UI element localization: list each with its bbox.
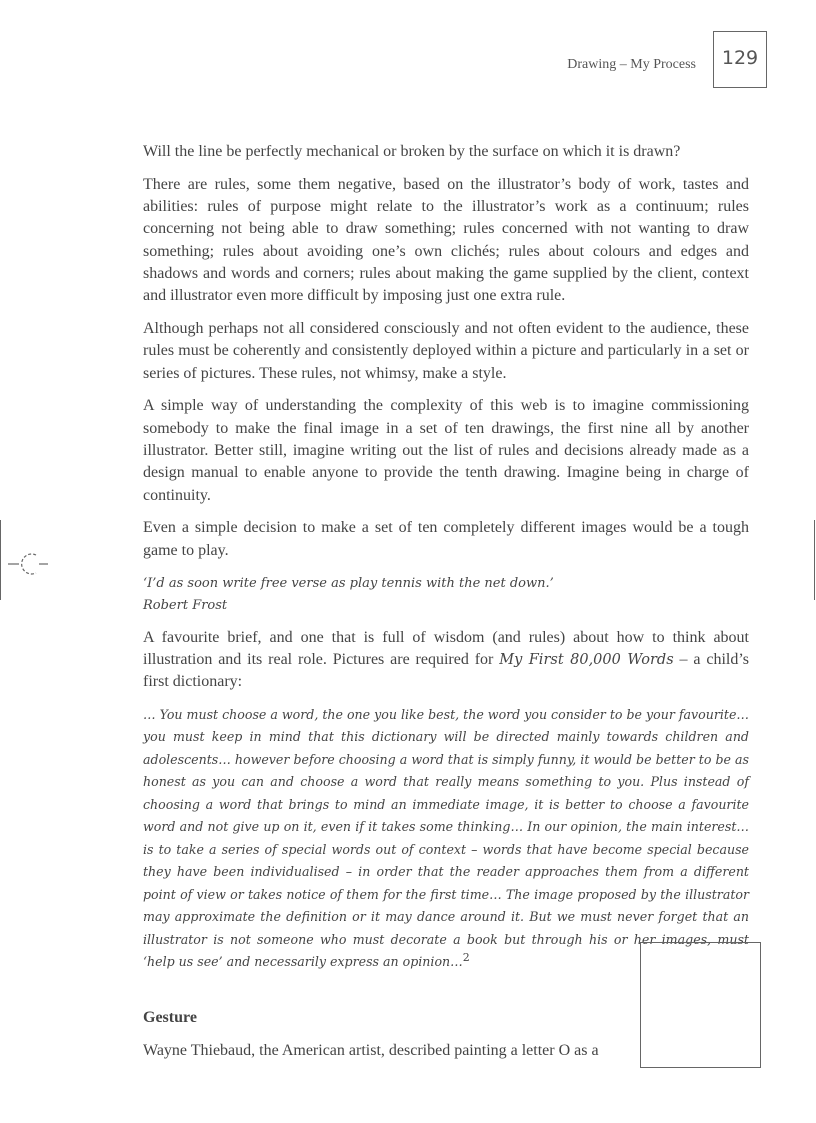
- paragraph: Wayne Thiebaud, the American artist, described painting a letter O as a: [143, 1042, 599, 1060]
- block-quote: [143, 704, 749, 974]
- paragraph-text: A favourite brief, and one that is full of wisdom (and rules) about how to think about illustration and its real role. Pictures are required for: [143, 628, 749, 668]
- page-number-box: [713, 31, 767, 88]
- footnote-ref: 2: [462, 951, 470, 965]
- paragraph: [143, 627, 749, 694]
- body-text: [143, 141, 749, 1073]
- paragraph: There are rules, some them negative, based on the illustrator’s body of work, tastes and abilities: rules of purpose might relate to the illustrator’s work as a continuum; rules concerning not being able to draw something; rules concerned with not wanting to draw something; rules about avoiding one’s own clichés; rules about colours and edges and shadows and words and corners; rules about making the game supplied by the client, context and illustrator even more difficult by imposing just one extra rule.: [143, 175, 749, 305]
- paragraph-text: – a child’s first dictionary:: [143, 650, 750, 691]
- page-number: 129: [721, 46, 759, 69]
- paragraph: Even a simple decision to make a set of ten completely different images would be a tough game to play.: [143, 519, 749, 559]
- epigraph: [143, 573, 749, 617]
- registration-mark-icon: [8, 550, 50, 578]
- paragraph: Although perhaps not all considered consciously and not often evident to the audience, these rules must be coherently and consistently deployed within a picture and particularly in a set or series of pictures. These rules, not whimsy, make a style.: [143, 320, 749, 382]
- book-title: My First 80,000 Words: [499, 651, 674, 668]
- block-quote-text: … You must choose a word, the one you like best, the word you consider to be your favourite… you must keep in mind that this dictionary will be directed mainly towards children and adolescents… however before choosing a word that is simply funny, it would be better to be as honest as you can and choose a word that really means something to you. Plus instead of choosing a word that brings to mind an immediate image, it is better to choose a favourite word and not give up on it, even if it takes some thinking… In our opinion, the main interest… is to take a series of special words out of context – words that have become special because they have been individualised – in order that the reader approaches them from a different point of view or takes notice of them for the first time… The image proposed by the illustrator may approximate the definition or it may dance around it. But we must never forget that an illustrator is not someone who must decorate a book but through his or her images, must ‘help us see’ and necessarily express an opinion…: [143, 706, 749, 970]
- paragraph: Will the line be perfectly mechanical or broken by the surface on which it is drawn?: [143, 143, 681, 160]
- epigraph-author: Robert Frost: [143, 597, 228, 613]
- figure-placeholder: [640, 942, 761, 1068]
- section-heading: Gesture: [143, 1008, 197, 1026]
- crop-mark-left: [0, 520, 2, 600]
- running-head: Drawing – My Process: [567, 57, 696, 72]
- epigraph-quote: ‘I’d as soon write free verse as play tennis with the net down.’: [143, 575, 554, 591]
- paragraph: A simple way of understanding the complexity of this web is to imagine commissioning somebody to make the final image in a set of ten drawings, the first nine all by another illustrator. Better still, imagine writing out the list of rules and decisions already made as a design manual to enable anyone to provide the tenth drawing. Imagine being in charge of continuity.: [143, 397, 749, 504]
